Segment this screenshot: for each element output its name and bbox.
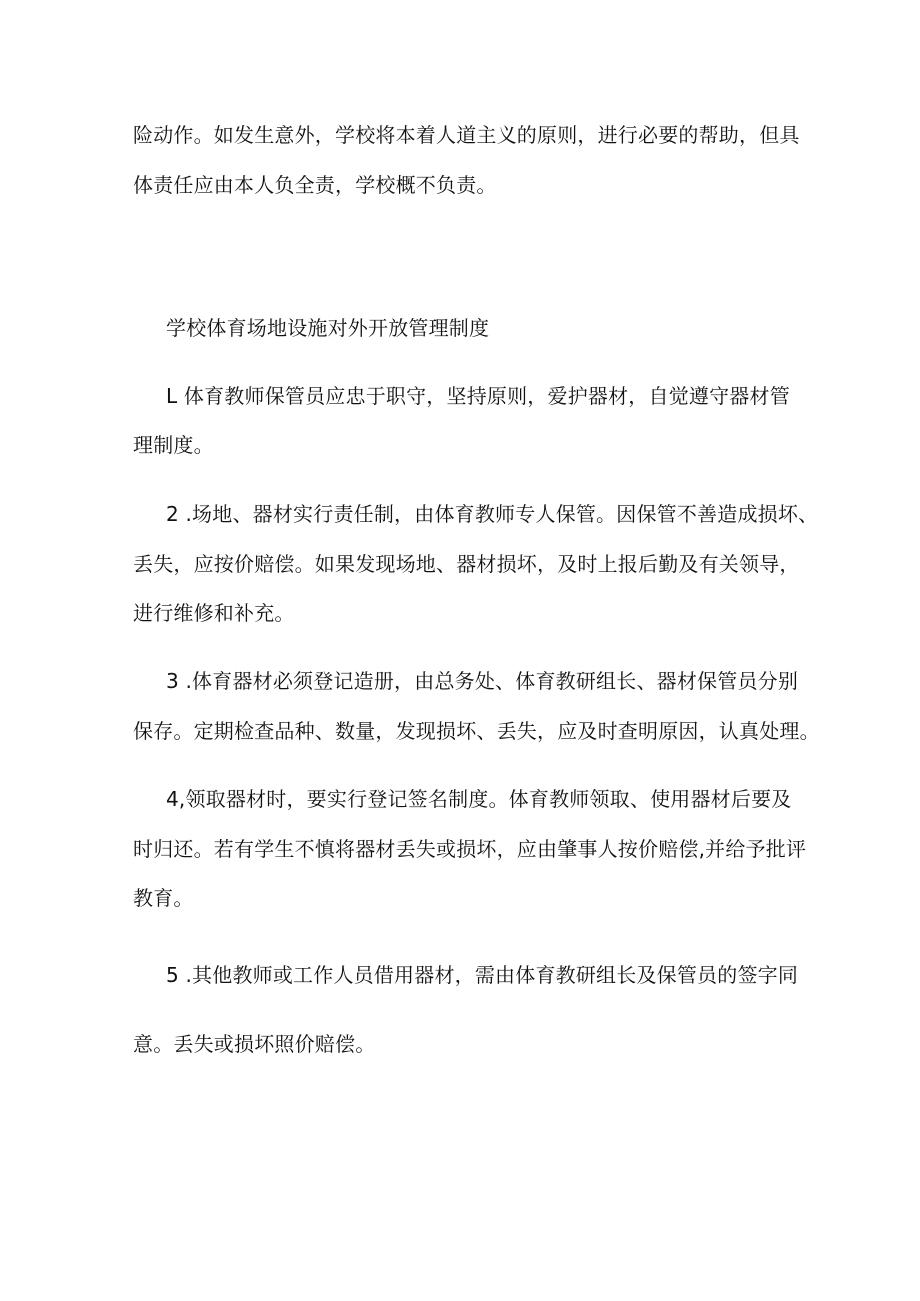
clause-5-line-2: 意。丢失或损坏照价赔偿。 — [133, 1032, 376, 1056]
clause-2-line-3: 进行维修和补充。 — [133, 601, 295, 625]
clause-3-line-2: 保存。定期检查品种、数量，发现损坏、丢失，应及时查明原因，认真处理。 — [133, 719, 820, 743]
clause-4-line-2: 时归还。若有学生不慎将器材丢失或损坏，应由肇事人按价赔偿,并给予批评 — [133, 837, 807, 861]
intro-line-2: 体责任应由本人负全责，学校概不负责。 — [133, 173, 497, 197]
clause-2-line-1: 2 .场地、器材实行责任制，由体育教师专人保管。因保管不善造成损坏、 — [166, 502, 819, 526]
clause-4-line-3: 教育。 — [133, 886, 194, 910]
clause-4-line-1: 4,领取器材时，要实行登记签名制度。体育教师领取、使用器材后要及 — [166, 787, 792, 811]
clause-1-line-1: L 体育教师保管员应忠于职守，坚持原则，爱护器材，自觉遵守器材管 — [166, 384, 790, 408]
document-title: 学校体育场地设施对外开放管理制度 — [166, 316, 490, 340]
clause-5-line-1: 5 .其他教师或工作人员借用器材，需由体育教研组长及保管员的签字同 — [166, 963, 799, 987]
clause-1-line-2: 理制度。 — [133, 433, 214, 457]
clause-3-line-1: 3 .体育器材必须登记造册，由总务处、体育教研组长、器材保管员分别 — [166, 669, 799, 693]
intro-line-1: 险动作。如发生意外，学校将本着人道主义的原则，进行必要的帮助，但具 — [133, 123, 800, 147]
clause-2-line-2: 丢失，应按价赔偿。如果发现场地、器材损坏，及时上报后勤及有关领导， — [133, 552, 800, 576]
